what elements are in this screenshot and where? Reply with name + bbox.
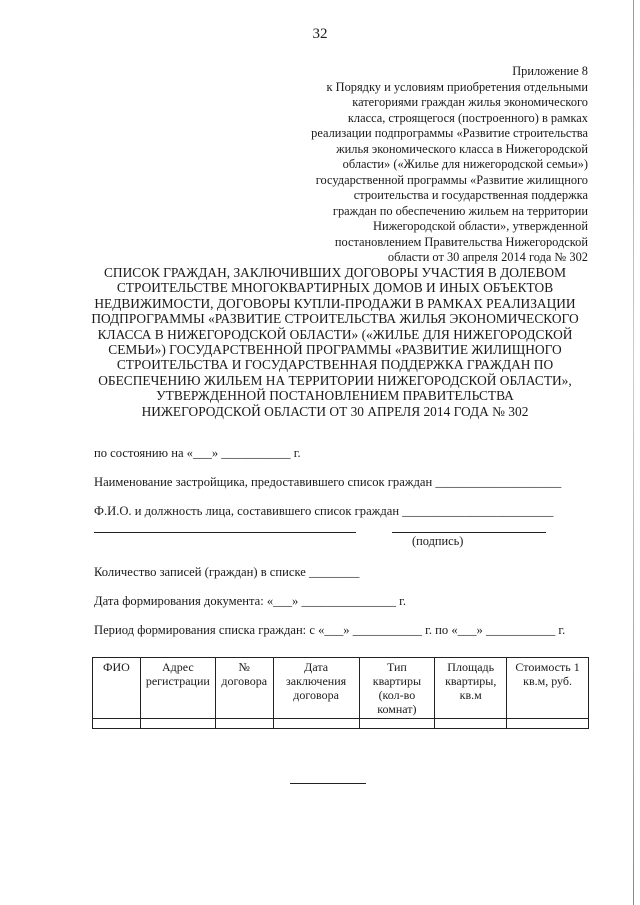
table-row xyxy=(93,719,589,729)
appendix-line: Нижегородской области», утвержденной xyxy=(373,219,588,233)
appendix-line: реализации подпрограммы «Развитие строительства xyxy=(311,126,588,140)
footer-rule xyxy=(290,783,366,784)
as-of-date-field: по состоянию на «___» ___________ г. xyxy=(94,446,301,460)
column-header-apartment-type: Тип квартиры (кол-во комнат) xyxy=(359,658,435,719)
page-number: 32 xyxy=(312,26,328,42)
table-cell xyxy=(93,719,141,729)
column-header-fio: ФИО xyxy=(93,658,141,719)
title-line: СПИСОК ГРАЖДАН, ЗАКЛЮЧИВШИХ ДОГОВОРЫ УЧАСТИЯ В ДОЛЕВОМ xyxy=(103,265,566,280)
column-header-contract-number: № договора xyxy=(215,658,273,719)
column-header-contract-date: Дата заключения договора xyxy=(273,658,359,719)
appendix-line: государственной программы «Развитие жилищного xyxy=(315,172,588,187)
table-cell xyxy=(507,719,589,729)
table-cell xyxy=(435,719,507,729)
appendix-line: класса, строящегося (построенного) в рамках xyxy=(347,110,588,125)
appendix-line: к Порядку и условиям приобретения отдельными xyxy=(326,79,588,94)
column-header-address: Адрес регистрации xyxy=(140,658,215,719)
title-line: УТВЕРЖДЕННОЙ ПОСТАНОВЛЕНИЕМ ПРАВИТЕЛЬСТВА xyxy=(156,388,514,404)
signature-caption: (подпись) xyxy=(412,534,464,548)
appendix-line: строительства и государственная поддержка xyxy=(353,188,588,202)
appendix-line: постановлением Правительства Нижегородской xyxy=(334,234,588,249)
table-cell xyxy=(359,719,435,729)
table-cell xyxy=(140,719,215,729)
title-line: КЛАССА В НИЖЕГОРОДСКОЙ ОБЛАСТИ» («ЖИЛЬЕ ДЛЯ НИЖЕГОРОДСКОЙ xyxy=(97,326,573,342)
appendix-header xyxy=(258,64,588,266)
developer-name-field: Наименование застройщика, предоставившего список граждан ____________________ xyxy=(94,475,562,489)
title-line: ОБЕСПЕЧЕНИЮ ЖИЛЬЕМ НА ТЕРРИТОРИИ НИЖЕГОРОДСКОЙ ОБЛАСТИ», xyxy=(98,372,572,388)
appendix-line: категориями граждан жилья экономического xyxy=(352,95,588,109)
table-cell xyxy=(273,719,359,729)
title-line: СЕМЬИ») ГОСУДАРСТВЕННОЙ ПРОГРАММЫ «РАЗВИТИЕ ЖИЛИЩНОГО xyxy=(108,342,562,358)
formation-date-field: Дата формирования документа: «___» _______________ г. xyxy=(94,594,407,608)
table-cell xyxy=(215,719,273,729)
title-line: ПОДПРОГРАММЫ «РАЗВИТИЕ СТРОИТЕЛЬСТВА ЖИЛЬЯ ЭКОНОМИЧЕСКОГО xyxy=(91,311,579,327)
title-line: НИЖЕГОРОДСКОЙ ОБЛАСТИ ОТ 30 АПРЕЛЯ 2014 ГОДА № 302 xyxy=(141,403,529,419)
citizens-table xyxy=(92,657,589,729)
appendix-line: области от 30 апреля 2014 года № 302 xyxy=(387,250,588,264)
title-line: НЕДВИЖИМОСТИ, ДОГОВОРЫ КУПЛИ-ПРОДАЖИ В РАМКАХ РЕАЛИЗАЦИИ xyxy=(94,295,576,311)
title-line: СТРОИТЕЛЬСТВА И ГОСУДАРСТВЕННАЯ ПОДДЕРЖКА ГРАЖДАН ПО xyxy=(116,357,554,373)
document-title xyxy=(90,265,580,419)
appendix-line: граждан по обеспечению жильем на территории xyxy=(332,203,588,218)
signature-underline xyxy=(392,532,546,533)
appendix-line: Приложение 8 xyxy=(512,64,588,78)
scan-edge xyxy=(633,0,634,905)
formation-period-field: Период формирования списка граждан: с «___» ___________ г. по «___» ___________ г. xyxy=(94,623,566,637)
table-header-row xyxy=(93,658,589,719)
compiler-name-field: Ф.И.О. и должность лица, составившего список граждан ________________________ xyxy=(94,504,554,518)
records-count-field: Количество записей (граждан) в списке ________ xyxy=(94,565,360,579)
column-header-price: Стоимость 1 кв.м, руб. xyxy=(507,658,589,719)
position-underline xyxy=(94,532,356,533)
appendix-line: области» («Жилье для нижегородской семьи») xyxy=(342,157,588,171)
appendix-line: жилья экономического класса в Нижегородской xyxy=(336,141,588,156)
title-line: СТРОИТЕЛЬСТВЕ МНОГОКВАРТИРНЫХ ДОМОВ И ИНЫХ ОБЪЕКТОВ xyxy=(116,280,554,296)
column-header-area: Площадь квартиры, кв.м xyxy=(435,658,507,719)
